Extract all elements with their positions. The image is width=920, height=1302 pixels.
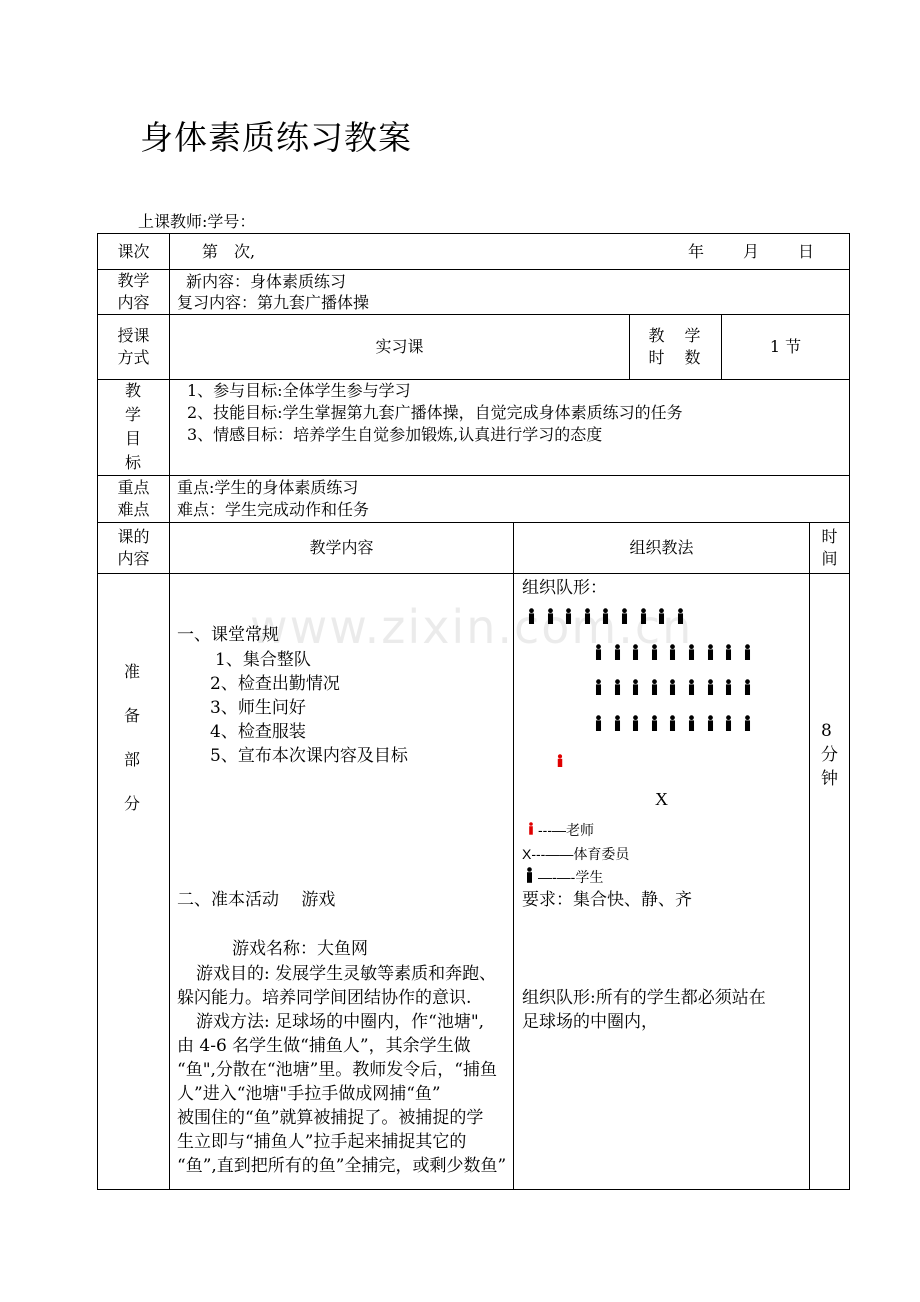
prep-label-char: 备 [124, 706, 141, 725]
prep-label-char: 准 [124, 662, 141, 681]
goal-item: 1、参与目标:全体学生参与学习 [187, 381, 411, 400]
difficulty-point: 难点：学生完成动作和任务 [177, 500, 370, 519]
prep-label-char: 分 [124, 794, 141, 813]
student-icon [594, 715, 603, 731]
hours-label-cell [629, 314, 722, 380]
legend-leader: X---——体育委员 [522, 846, 630, 862]
student-icon [706, 644, 715, 660]
activity-title: 二、准本活动 游戏 [177, 890, 336, 910]
time-value: 8 [821, 721, 832, 741]
student-icon [613, 715, 622, 731]
student-icon [650, 679, 659, 695]
row1-label: 课次 [117, 241, 150, 261]
game-line: 由 4-6 名学生做“捕鱼人”，其余学生做 [177, 1036, 471, 1056]
formation-label: 组织队形： [522, 578, 607, 598]
game-line: 游戏方法: 足球场的中圈内，作“池塘", [196, 1012, 485, 1032]
month-text: 月 [743, 242, 760, 261]
prep-content-cell [169, 573, 514, 1190]
goal-label-char: 学 [125, 405, 142, 424]
goal-label-char: 教 [125, 381, 142, 400]
header-col3 [513, 522, 810, 574]
header-col4-text: 时间 [821, 527, 838, 568]
student-icon [631, 679, 640, 695]
header-col4 [809, 522, 850, 574]
student-icon [687, 715, 696, 731]
teacher-legend-icon [527, 822, 535, 835]
routine-item: 1、集合整队 [215, 650, 311, 670]
prep-method-cell [513, 573, 810, 1190]
row1-label-cell [97, 233, 170, 270]
row5-content-cell [169, 475, 850, 523]
game-line: 躲闪能力。培养同学间团结协作的意识. [177, 988, 472, 1008]
student-icon [743, 679, 752, 695]
requirement: 要求：集合快、静、齐 [522, 890, 692, 910]
time-unit: 分 [821, 745, 838, 765]
method-cell [169, 314, 630, 380]
year-text: 年 [688, 242, 705, 261]
game-line: “鱼",分散在“池塘”里。教师发令后，“捕鱼 [177, 1060, 497, 1080]
prep-time-cell [809, 573, 850, 1190]
row2-content-cell [169, 269, 850, 315]
goal-item: 2、技能目标:学生掌握第九套广播体操，自觉完成身体素质练习的任务 [187, 403, 683, 422]
legend-student: —-—-学生 [538, 869, 604, 885]
student-icon [724, 644, 733, 660]
student-icon [724, 679, 733, 695]
student-icon [668, 679, 677, 695]
review-content: 复习内容：第九套广播体操 [177, 293, 370, 312]
student-icon [706, 715, 715, 731]
routine-title: 一、课堂常规 [177, 625, 279, 645]
game-line: 人”进入“池塘"手拉手做成网捕“鱼” [177, 1084, 441, 1104]
teacher-line: 上课教师:学号： [138, 212, 256, 231]
hours-value: 1 节 [769, 337, 802, 356]
student-legend-icon [525, 867, 534, 883]
formation2-line: 组织队形:所有的学生都必须站在 [522, 988, 766, 1008]
new-content: 新内容：身体素质练习 [186, 272, 347, 291]
formation2-line: 足球场的中圈内， [522, 1012, 658, 1032]
time-unit: 钟 [821, 769, 838, 789]
goal-label-char: 目 [125, 429, 142, 448]
student-icon [706, 679, 715, 695]
row5-label-cell [97, 475, 170, 523]
hours-value-cell [721, 314, 850, 380]
hours-label: 教 学时 数 [648, 326, 703, 367]
student-icon [668, 715, 677, 731]
game-line: 被围住的“鱼”就算被捕捉了。被捕捉的学 [177, 1108, 484, 1128]
student-icon [724, 715, 733, 731]
row2-label: 教学内容 [117, 271, 150, 312]
row3-label: 授课方式 [117, 326, 150, 367]
routine-item: 5、宣布本次课内容及目标 [210, 746, 408, 766]
goal-item: 3、情感目标：培养学生自觉参加锻炼,认真进行学习的态度 [187, 425, 603, 444]
prep-label-char: 部 [124, 750, 141, 769]
student-icon [631, 715, 640, 731]
student-icon [743, 644, 752, 660]
student-icon [743, 715, 752, 731]
row2-label-cell [97, 269, 170, 315]
day-text: 日 [798, 242, 815, 261]
header-col3-text: 组织教法 [629, 538, 694, 557]
game-line: “鱼”,直到把所有的鱼”全捕完，或剩少数鱼” [177, 1156, 507, 1176]
method-text: 实习课 [375, 337, 424, 356]
session-text: 第 次, [202, 242, 256, 261]
row3-label-cell [97, 314, 170, 380]
game-name: 游戏名称：大鱼网 [232, 939, 368, 959]
header-col2 [169, 522, 514, 574]
legend-teacher: ---—老师 [538, 822, 594, 838]
header-col2-text: 教学内容 [309, 538, 374, 557]
routine-item: 3、师生问好 [210, 698, 306, 718]
game-line: 游戏目的: 发展学生灵敏等素质和奔跑、 [196, 964, 497, 984]
leader-mark: X [655, 789, 668, 809]
game-line: 生立即与“捕鱼人”拉手起来捕捉其它的 [177, 1132, 467, 1152]
routine-item: 2、检查出勤情况 [210, 674, 340, 694]
student-icon [594, 679, 603, 695]
teacher-icon [556, 754, 564, 767]
watermark: www.zixin.com.cn [250, 600, 694, 654]
row5-label: 重点难点 [117, 478, 150, 519]
header-col1-text: 课的内容 [117, 527, 150, 568]
goals-cell [169, 379, 850, 476]
student-icon [687, 679, 696, 695]
prep-label-cell [97, 573, 170, 1190]
header-col1 [97, 522, 170, 574]
row4-label-cell [97, 379, 170, 476]
row1-content-cell [169, 233, 850, 270]
student-icon [650, 715, 659, 731]
student-icon [613, 679, 622, 695]
key-point: 重点:学生的身体素质练习 [177, 478, 359, 497]
page-title: 身体素质练习教案 [140, 118, 412, 157]
routine-item: 4、检查服装 [210, 722, 306, 742]
goal-label-char: 标 [125, 453, 142, 472]
